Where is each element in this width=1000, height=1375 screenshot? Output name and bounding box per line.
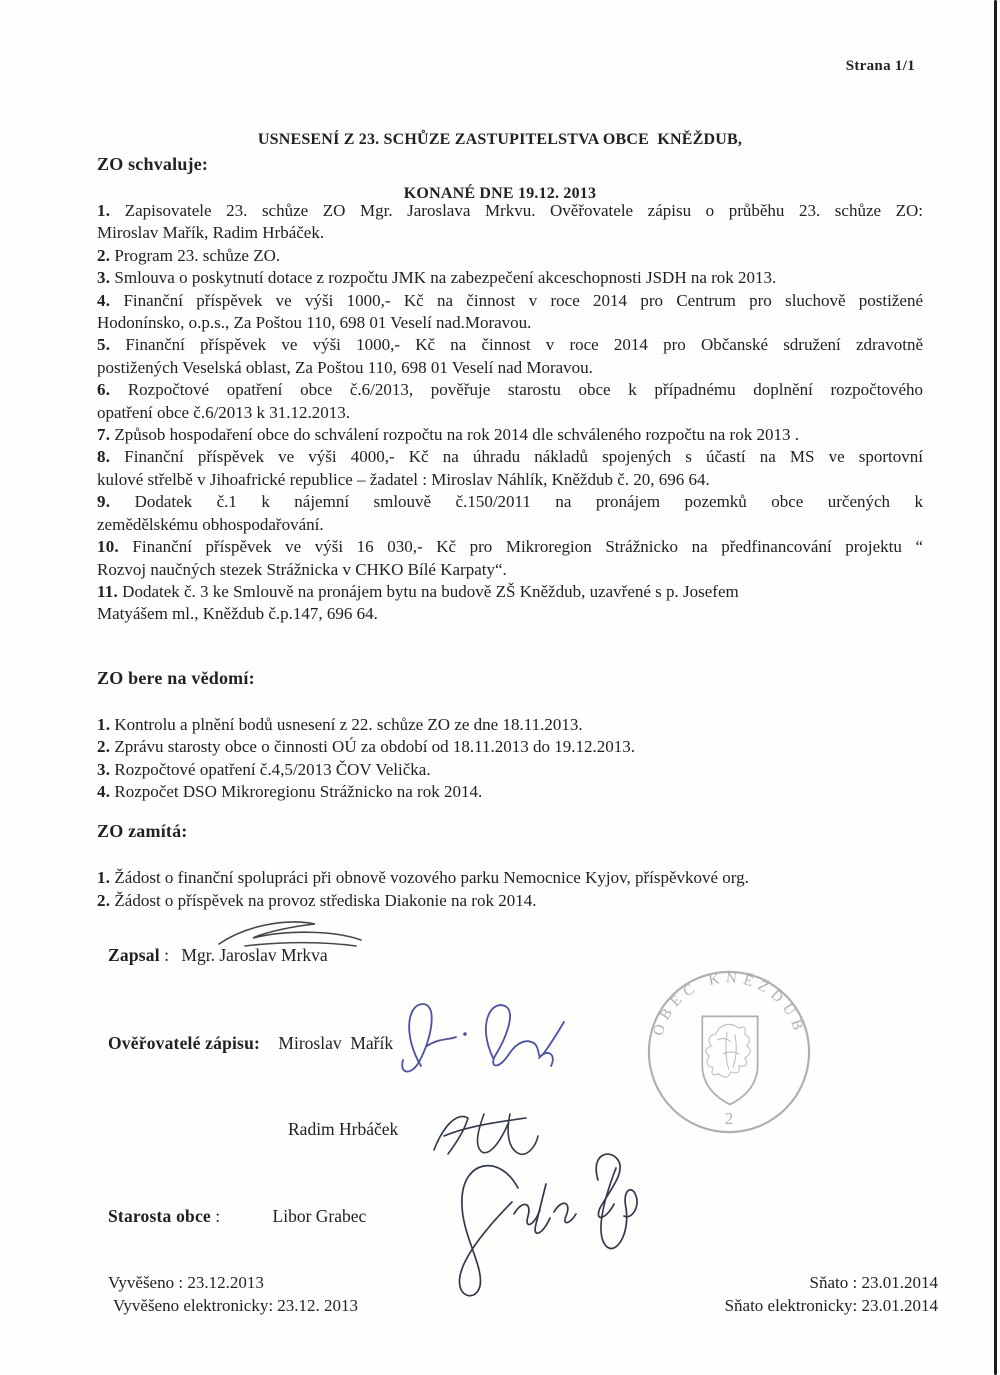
verifier1-name: Miroslav Mařík	[278, 1033, 394, 1053]
svg-text:OBEC KNĚŽDUB	[650, 970, 807, 1038]
resolution-line: Hodonínsko, o.p.s., Za Poštou 110, 698 01 Veselí nad.Moravou.	[97, 313, 532, 333]
stamp-number: 2	[724, 1109, 734, 1129]
resolution-line: 2. Program 23. schůze ZO.	[97, 245, 281, 265]
resolution-line: kulové střelbě v Jihoafrické republice – žadatel : Miroslav Náhlík, Kněždub č. 20, 696 64.	[97, 469, 710, 489]
verifiers-row	[108, 1033, 393, 1054]
resolution-line: 2. Zprávu starosty obce o činnosti OÚ za období od 18.11.2013 do 19.12.2013.	[97, 737, 636, 757]
verifier2-name: Radim Hrbáček	[288, 1119, 399, 1139]
item-number: 1.	[97, 714, 111, 734]
item-number: 10.	[97, 537, 119, 557]
zapsal-row	[108, 945, 328, 966]
mayor-signature-image	[448, 1146, 638, 1309]
verifier1-signature-image	[393, 996, 568, 1086]
section-heading: ZO bere na vědomí:	[97, 667, 255, 688]
stamp-ring-text: OBEC KNĚŽDUB	[650, 970, 808, 1038]
zapsal-separator: :	[159, 945, 174, 965]
item-number: 4.	[97, 290, 111, 310]
item-number: 1.	[97, 868, 111, 888]
verifier2-row	[288, 1119, 398, 1140]
item-number: 7.	[97, 425, 111, 445]
resolution-line: postižených Veselská oblast, Za Poštou 110, 698 01 Veselí nad Moravou.	[97, 357, 593, 377]
section-heading: ZO zamítá:	[97, 821, 188, 842]
sections	[97, 152, 923, 912]
item-number: 3.	[97, 759, 111, 779]
municipal-stamp	[640, 963, 818, 1146]
item-number: 2.	[97, 737, 111, 757]
resolution-line: 3. Rozpočtové opatření č.4,5/2013 ČOV Velička.	[97, 759, 431, 779]
resolution-line: 4. Rozpočet DSO Mikroregionu Strážnicko na rok 2014.	[97, 781, 483, 801]
stamp-lion-emblem	[706, 1024, 751, 1077]
item-number: 8.	[97, 447, 111, 467]
section-2	[97, 666, 923, 804]
item-number: 6.	[97, 380, 111, 400]
section-3	[97, 819, 923, 912]
resolution-line: 8. Finanční příspěvek ve výši 4000,- Kč na úhradu nákladů spojených s účastí na MS ve sportovní	[97, 447, 923, 467]
resolution-line: 2. Žádost o příspěvek na provoz střediska Diakonie na rok 2014.	[97, 890, 537, 910]
item-number: 9.	[97, 492, 111, 512]
zapsal-label: Zapsal	[108, 945, 160, 965]
posted-dates	[108, 1272, 358, 1317]
posted-date: Vyvěšeno : 23.12.2013	[108, 1273, 264, 1292]
posted-electronic-date: Vyvěšeno elektronicky: 23.12. 2013	[113, 1295, 359, 1315]
item-number: 3.	[97, 268, 111, 288]
resolution-line: zemědělskému obhospodařování.	[97, 514, 324, 534]
resolution-line: Miroslav Mařík, Radim Hrbáček.	[97, 223, 325, 243]
removed-date: Sňato : 23.01.2014	[809, 1273, 938, 1292]
resolution-line: opatření obce č.6/2013 k 31.12.2013.	[97, 402, 351, 422]
item-number: 5.	[97, 335, 111, 355]
resolution-line: 1. Zapisovatele 23. schůze ZO Mgr. Jaroslava Mrkvu. Ověřovatele zápisu o průběhu 23. schůze ZO:	[97, 201, 923, 220]
verifiers-label: Ověřovatelé zápisu:	[108, 1033, 261, 1053]
resolution-line: 11. Dodatek č. 3 ke Smlouvě na pronájem bytu na budově ZŠ Kněždub, uzavřené s p. Josefem	[97, 581, 739, 601]
item-number: 2.	[97, 245, 111, 265]
zapsal-name: Mgr. Jaroslav Mrkva	[181, 945, 328, 965]
resolution-line: 6. Rozpočtové opatření obce č.6/2013, pověřuje starostu obce k případnému doplnění rozpočtového	[97, 380, 923, 400]
resolution-line: 1. Žádost o finanční spolupráci při obnově vozového parku Nemocnice Kyjov, příspěvkové org.	[97, 868, 749, 888]
removed-dates	[725, 1272, 938, 1317]
resolution-line: 10. Finanční příspěvek ve výši 16 030,- Kč pro Mikroregion Strážnicko na předfinancování projektu “	[97, 537, 923, 557]
mayor-name: Libor Grabec	[272, 1206, 367, 1226]
item-number: 2.	[97, 890, 111, 910]
stamp-shield	[702, 1016, 757, 1104]
resolution-line: 3. Smlouva o poskytnutí dotace z rozpočtu JMK na zabezpečení akceschopnosti JSDH na rok 2013.	[97, 268, 777, 288]
resolution-line: 7. Způsob hospodaření obce do schválení rozpočtu na rok 2014 dle schváleného rozpočtu na rok 2013 .	[97, 425, 799, 445]
resolution-line: 9. Dodatek č.1 k nájemní smlouvě č.150/2011 na pronájem pozemků obce určených k	[97, 492, 923, 512]
resolution-line: Rozvoj naučných stezek Strážnicka v CHKO Bílé Karpaty“.	[97, 559, 507, 579]
item-number: 11.	[97, 581, 118, 601]
section-1	[97, 152, 923, 626]
resolution-line: Matyášem ml., Kněždub č.p.147, 696 64.	[97, 604, 378, 624]
resolution-line: 4. Finanční příspěvek ve výši 1000,- Kč na činnost v roce 2014 pro Centrum pro sluchově postižené	[97, 290, 923, 310]
resolution-line: 1. Kontrolu a plnění bodů usnesení z 22. schůze ZO ze dne 18.11.2013.	[97, 714, 583, 734]
item-number: 1.	[97, 201, 111, 220]
item-number: 4.	[97, 781, 111, 801]
resolution-line: 5. Finanční příspěvek ve výši 1000,- Kč na činnost v roce 2014 pro Občanské sdružení zdravotně	[97, 335, 923, 355]
mayor-separator: :	[210, 1206, 221, 1226]
mayor-row	[108, 1206, 366, 1227]
document-title-line1: USNESENÍ Z 23. SCHŮZE ZASTUPITELSTVA OBCE KNĚŽDUB,	[257, 131, 743, 148]
document-title-line2: KONANÉ DNE 19.12. 2013	[403, 185, 597, 202]
section-heading: ZO schvaluje:	[97, 154, 209, 174]
removed-electronic-date: Sňato elektronicky: 23.01.2014	[724, 1295, 938, 1315]
mayor-label: Starosta obce	[108, 1206, 211, 1226]
page-number: Strana 1/1	[845, 58, 915, 74]
